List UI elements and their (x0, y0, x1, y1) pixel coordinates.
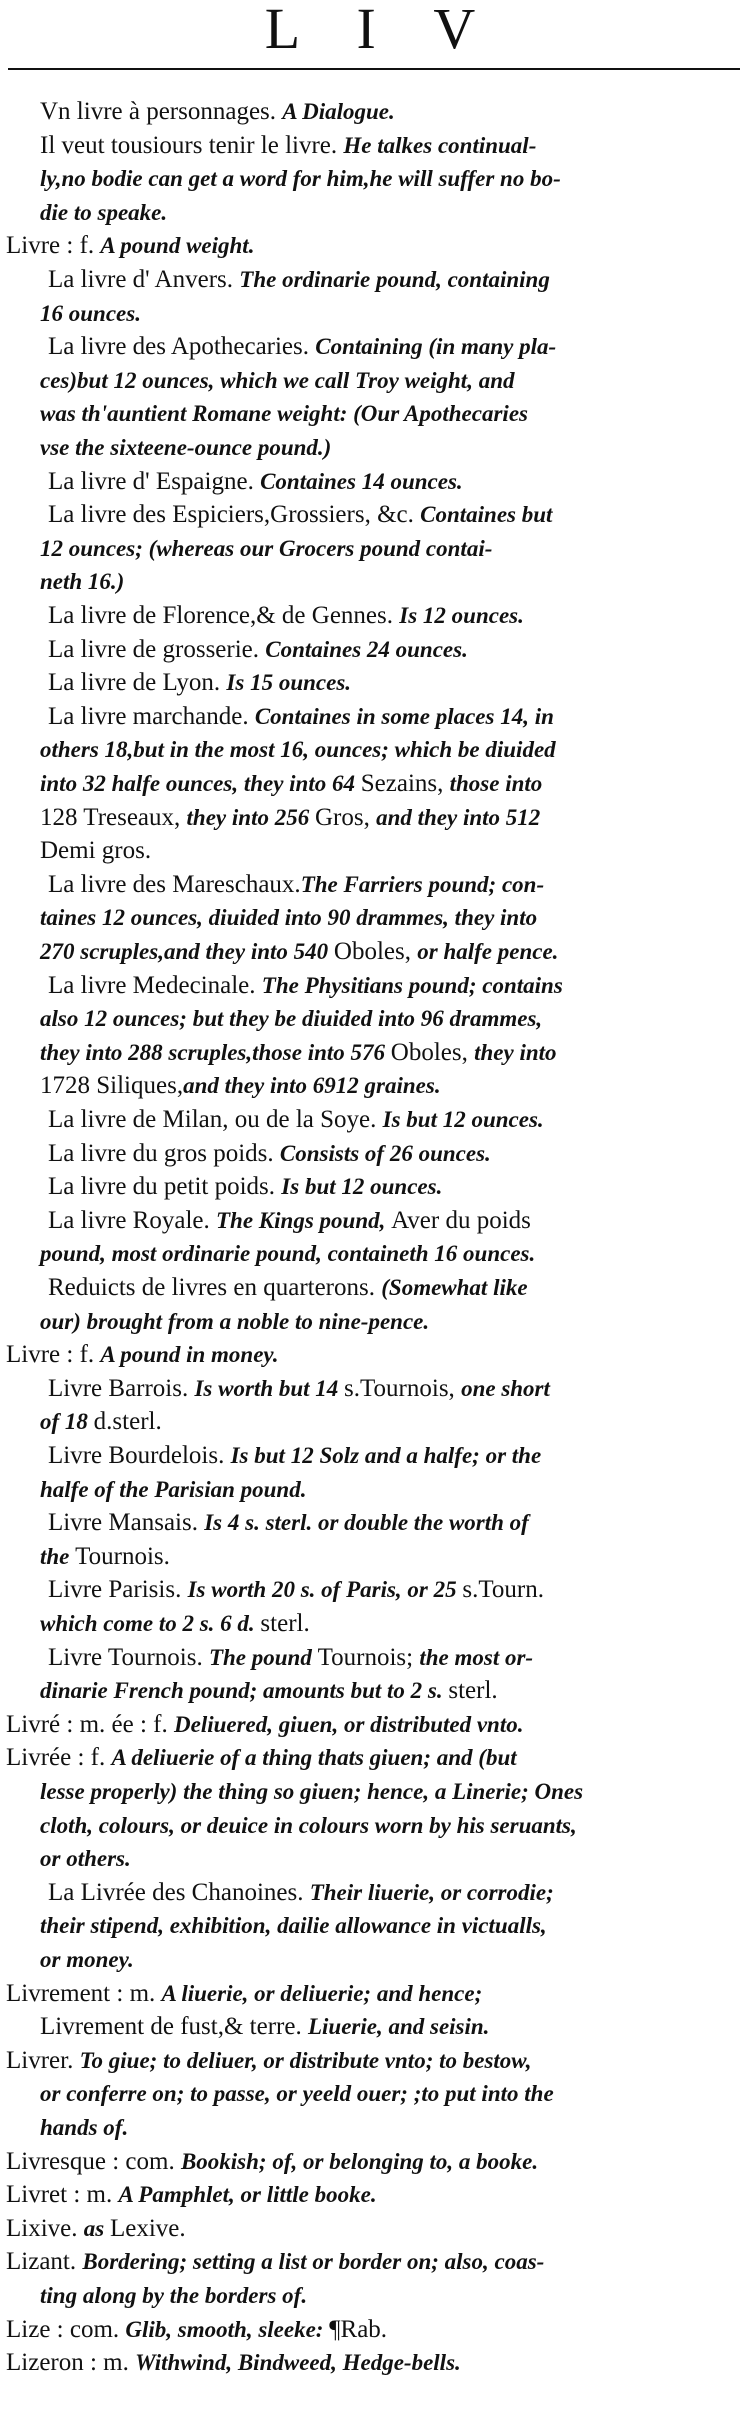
roman-text: Livret : m. (6, 2181, 119, 2209)
entry-line (40, 1608, 310, 1639)
entry-headword-line (6, 1709, 524, 1740)
roman-text: La livre de Milan, ou de la Soye. (48, 1106, 383, 1133)
italic-gloss: (Somewhat like (381, 1275, 528, 1300)
italic-gloss: halfe of the Parisian pound. (40, 1476, 307, 1502)
entry-line (40, 1944, 134, 1975)
entry-line (40, 1541, 170, 1572)
entry-line (40, 1675, 498, 1706)
roman-text: Livre Mansais. (48, 1509, 205, 1537)
italic-gloss: A liuerie, or deliuerie; and hence; (161, 1980, 483, 2006)
roman-text: Livre Tournois. (48, 1643, 209, 1671)
roman-text: 1728 Siliques, (40, 1072, 184, 1100)
entry-line (40, 734, 556, 765)
roman-text: Aver du poids (391, 1206, 531, 1234)
entry-line (40, 1810, 577, 1841)
entry-line (40, 566, 124, 597)
entry-line (48, 1205, 531, 1236)
italic-gloss: The ordinarie pound, containing (239, 267, 550, 292)
italic-gloss: A pound weight. (100, 233, 255, 259)
entry-line (40, 768, 542, 799)
italic-gloss: Is 12 ounces. (399, 603, 524, 628)
italic-gloss: one short (461, 1375, 550, 1401)
roman-text: Livresque : com. (6, 2147, 181, 2175)
italic-gloss: Is but 12 ounces. (382, 1107, 544, 1132)
roman-text: Livre Barrois. (48, 1374, 195, 1402)
italic-gloss: Bordering; setting a list or border on; also, coas- (82, 2249, 545, 2275)
entry-line (40, 2112, 128, 2143)
roman-text: La livre de grosserie. (48, 635, 266, 663)
roman-text: La livre des Espiciers,Grossiers, &c. (48, 501, 421, 529)
italic-gloss: was th'auntient Romane weight: (Our Apothecaries (40, 401, 528, 427)
italic-gloss: 270 scruples,and they into 540 (40, 939, 334, 964)
italic-gloss: Deliuered, giuen, or distributed vnto. (174, 1711, 524, 1737)
roman-text: Demi gros. (40, 837, 152, 865)
entry-line (48, 1574, 544, 1605)
entry-line (40, 835, 151, 866)
roman-text: Reduicts de livres en quarterons. (48, 1274, 382, 1301)
entry-line (40, 163, 561, 194)
roman-text: Il veut tousiours tenir le livre. (40, 131, 344, 159)
italic-gloss: ly,no bodie can get a word for him,he will suffer no bo- (40, 166, 561, 192)
entry-line (40, 1003, 542, 1034)
italic-gloss: Containing (in many pla- (315, 334, 557, 360)
italic-gloss: our) brought from a noble to nine-pence. (40, 1308, 430, 1334)
italic-gloss: A pound in money. (100, 1342, 279, 1368)
entry-line (48, 1373, 550, 1404)
italic-gloss: dinarie French pound; amounts but to 2 s. (40, 1678, 449, 1704)
italic-gloss: they into 256 (186, 804, 315, 830)
italic-gloss: the most or- (419, 1644, 534, 1670)
roman-text: La livre Medecinale. (48, 971, 262, 999)
italic-gloss: Containes but (420, 502, 553, 528)
roman-text: Tournois; (317, 1643, 420, 1671)
entry-headword-line (6, 2246, 544, 2277)
italic-gloss: He talkes continual- (343, 132, 537, 158)
italic-gloss: A Pamphlet, or little booke. (118, 2182, 377, 2208)
italic-gloss: The Farriers pound; con- (300, 871, 545, 897)
italic-gloss: Is 4 s. sterl. or double the worth of (204, 1510, 529, 1536)
italic-gloss: ting along by the borders of. (40, 2283, 308, 2308)
italic-gloss: neth 16.) (40, 569, 125, 595)
roman-text: Livre : f. (6, 232, 101, 260)
italic-gloss: of 18 (40, 1409, 94, 1435)
entry-line (40, 197, 167, 228)
entry-line (40, 2280, 307, 2311)
italic-gloss: die to speake. (40, 199, 168, 225)
italic-gloss: Their liuerie, or corrodie; (309, 1879, 554, 1905)
roman-text: Sezains, (360, 770, 450, 797)
italic-gloss: 12 ounces; (whereas our Grocers pound contai- (40, 535, 493, 561)
entry-headword-line (6, 230, 254, 261)
italic-gloss: pound, most ordinarie pound, containeth 16 ounces. (40, 1241, 536, 1267)
entry-line (40, 1474, 306, 1505)
roman-text: La livre des Apothecaries. (48, 333, 316, 361)
entry-line (48, 701, 554, 732)
roman-text: sterl. (260, 1610, 310, 1637)
entry-line (40, 936, 558, 967)
entry-line (40, 1238, 535, 1269)
entry-line (40, 2078, 554, 2109)
entry-line (40, 130, 536, 161)
italic-gloss: or money. (40, 1947, 134, 1972)
roman-text: La livre des Mareschaux. (48, 870, 301, 898)
roman-text: s.Tourn. (462, 1576, 544, 1604)
entry-line (40, 902, 537, 933)
entry-line (48, 1507, 529, 1538)
italic-gloss: Withwind, Bindweed, Hedge-bells. (135, 2350, 461, 2376)
italic-gloss: Is worth 20 s. of Paris, or 25 (187, 1577, 463, 1603)
entry-headword-line (6, 1742, 517, 1773)
entry-line (48, 869, 544, 900)
entry-line (48, 1138, 491, 1169)
italic-gloss: into 32 halfe ounces, they into 64 (40, 771, 361, 796)
roman-text: Lize : com. (6, 2315, 126, 2343)
roman-text: La livre d' Anvers. (48, 266, 240, 293)
italic-gloss: which come to 2 s. 6 d. (40, 1611, 261, 1636)
entry-line (48, 1171, 442, 1202)
page-heading: L I V (264, 0, 498, 61)
italic-gloss: Containes 14 ounces. (260, 468, 463, 494)
roman-text: Vn livre à personnages. (40, 98, 283, 125)
page-header (0, 0, 740, 70)
italic-gloss: and they into 6912 graines. (183, 1073, 441, 1099)
entry-line (48, 499, 552, 530)
entry-line (48, 600, 524, 631)
roman-text: Lexive. (109, 2214, 186, 2242)
entry-headword-line (6, 1339, 279, 1370)
italic-gloss: or others. (40, 1846, 131, 1872)
entry-line (40, 1037, 557, 1068)
roman-text: s.Tournois, (344, 1374, 462, 1402)
entry-line (40, 1843, 131, 1874)
entry-headword-line (6, 1978, 482, 2009)
italic-gloss: as (83, 2215, 110, 2241)
italic-gloss: Consists of 26 ounces. (279, 1140, 491, 1166)
italic-gloss: Bookish; of, or belonging to, a booke. (180, 2148, 539, 2174)
italic-gloss: The Kings pound, (216, 1207, 392, 1233)
entry-line (40, 96, 395, 127)
italic-gloss: hands of. (40, 2115, 129, 2140)
entry-line (48, 264, 550, 295)
entry-headword-line (6, 2045, 532, 2076)
entry-line (48, 667, 351, 698)
roman-text: Livrement : m. (6, 1979, 162, 2007)
entry-line (40, 432, 331, 463)
roman-text: La livre de Lyon. (48, 669, 227, 697)
italic-gloss: or halfe pence. (417, 939, 559, 964)
roman-text: La livre de Florence,& de Gennes. (48, 602, 400, 629)
roman-text: Gros, (314, 803, 377, 831)
italic-gloss: Liuerie, and seisin. (307, 2014, 490, 2040)
roman-text: sterl. (448, 1677, 498, 1705)
entry-headword-line (6, 2179, 377, 2210)
entry-line (40, 1406, 162, 1437)
italic-gloss: Is worth but 14 (194, 1375, 345, 1401)
italic-gloss: Glib, smooth, sleeke: (125, 2316, 330, 2342)
italic-gloss: vse the sixteene-ounce pound.) (40, 435, 332, 460)
entry-headword-line (6, 2314, 387, 2345)
entry-headword-line (6, 2213, 186, 2244)
italic-gloss: taines 12 ounces, diuided into 90 drammes, they into (40, 905, 538, 931)
italic-gloss: Containes in some places 14, in (254, 703, 554, 729)
roman-text: Lizeron : m. (6, 2349, 136, 2377)
entry-line (40, 1776, 583, 1807)
italic-gloss: To giue; to deliuer, or distribute vnto; to bestow, (79, 2047, 532, 2073)
entry-line (48, 1104, 544, 1135)
roman-text: Livre Parisis. (48, 1576, 188, 1604)
entry-line (40, 398, 528, 429)
entry-line (48, 1440, 541, 1471)
italic-gloss: or conferre on; to passe, or yeeld ouer; ;to put into the (40, 2081, 554, 2107)
entry-line (48, 466, 463, 497)
entry-line (40, 298, 141, 329)
italic-gloss: they into 288 scruples,those into 576 (40, 1039, 391, 1065)
italic-gloss: 16 ounces. (40, 300, 141, 326)
roman-text: Oboles, (390, 1038, 475, 1066)
roman-text: Livrée : f. (6, 1744, 112, 1772)
entry-line (48, 634, 468, 665)
roman-text: Livre : f. (6, 1341, 101, 1369)
entry-line (48, 331, 556, 362)
entry-line (40, 365, 515, 396)
italic-gloss: The pound (208, 1644, 318, 1670)
entry-line (40, 2011, 489, 2042)
entry-line (48, 1877, 554, 1908)
entry-line (40, 802, 540, 833)
entry-line (40, 533, 492, 564)
entry-line (48, 1642, 533, 1673)
entry-line (48, 1272, 528, 1303)
entry-headword-line (6, 2146, 538, 2177)
italic-gloss: Is but 12 ounces. (281, 1174, 443, 1200)
italic-gloss: their stipend, exhibition, dailie allowance in victualls, (40, 1913, 547, 1939)
roman-text: La livre du gros poids. (48, 1139, 280, 1167)
entry-line (48, 970, 563, 1001)
roman-text: Livre Bourdelois. (48, 1442, 231, 1469)
roman-text: La livre du petit poids. (48, 1173, 282, 1201)
italic-gloss: cloth, colours, or deuice in colours worn by his seruants, (40, 1812, 577, 1838)
italic-gloss: also 12 ounces; but they be diuided into 96 drammes, (40, 1006, 543, 1032)
roman-text: La livre d' Espaigne. (48, 467, 261, 495)
italic-gloss: Is 15 ounces. (226, 670, 352, 696)
entry-line (40, 1306, 429, 1337)
italic-gloss: A deliuerie of a thing thats giuen; and (but (111, 1745, 517, 1771)
roman-text: ¶Rab. (329, 2315, 388, 2343)
roman-text: La livre marchande. (48, 702, 255, 730)
roman-text: Livré : m. ée : f. (6, 1710, 174, 1738)
entry-line (40, 1070, 441, 1101)
italic-gloss: Is but 12 Solz and a halfe; or the (230, 1443, 542, 1468)
italic-gloss: those into (449, 771, 543, 796)
roman-text: Lizant. (6, 2248, 83, 2276)
roman-text: 128 Treseaux, (40, 803, 187, 831)
entry-line (40, 1910, 547, 1941)
italic-gloss: ces)but 12 ounces, which we call Troy weight, and (40, 367, 515, 393)
italic-gloss: The Physitians pound; contains (261, 972, 563, 998)
italic-gloss: others 18,but in the most 16, ounces; which be diuided (40, 737, 556, 763)
entry-headword-line (6, 2347, 461, 2378)
italic-gloss: the (40, 1543, 76, 1569)
roman-text: d.sterl. (93, 1408, 162, 1436)
italic-gloss: lesse properly) the thing so giuen; hence, a Linerie; Ones (40, 1779, 584, 1804)
roman-text: Livrement de fust,& terre. (40, 2013, 308, 2041)
header-rule (8, 68, 740, 70)
roman-text: Tournois. (75, 1542, 170, 1570)
roman-text: Oboles, (333, 938, 418, 965)
roman-text: Livrer. (6, 2046, 80, 2074)
italic-gloss: Containes 24 ounces. (265, 636, 468, 662)
roman-text: La Livrée des Chanoines. (48, 1878, 310, 1906)
italic-gloss: A Dialogue. (282, 99, 395, 124)
roman-text: La livre Royale. (48, 1206, 216, 1234)
italic-gloss: and they into 512 (376, 804, 541, 830)
italic-gloss: they into (474, 1039, 557, 1065)
roman-text: Lixive. (6, 2214, 84, 2242)
